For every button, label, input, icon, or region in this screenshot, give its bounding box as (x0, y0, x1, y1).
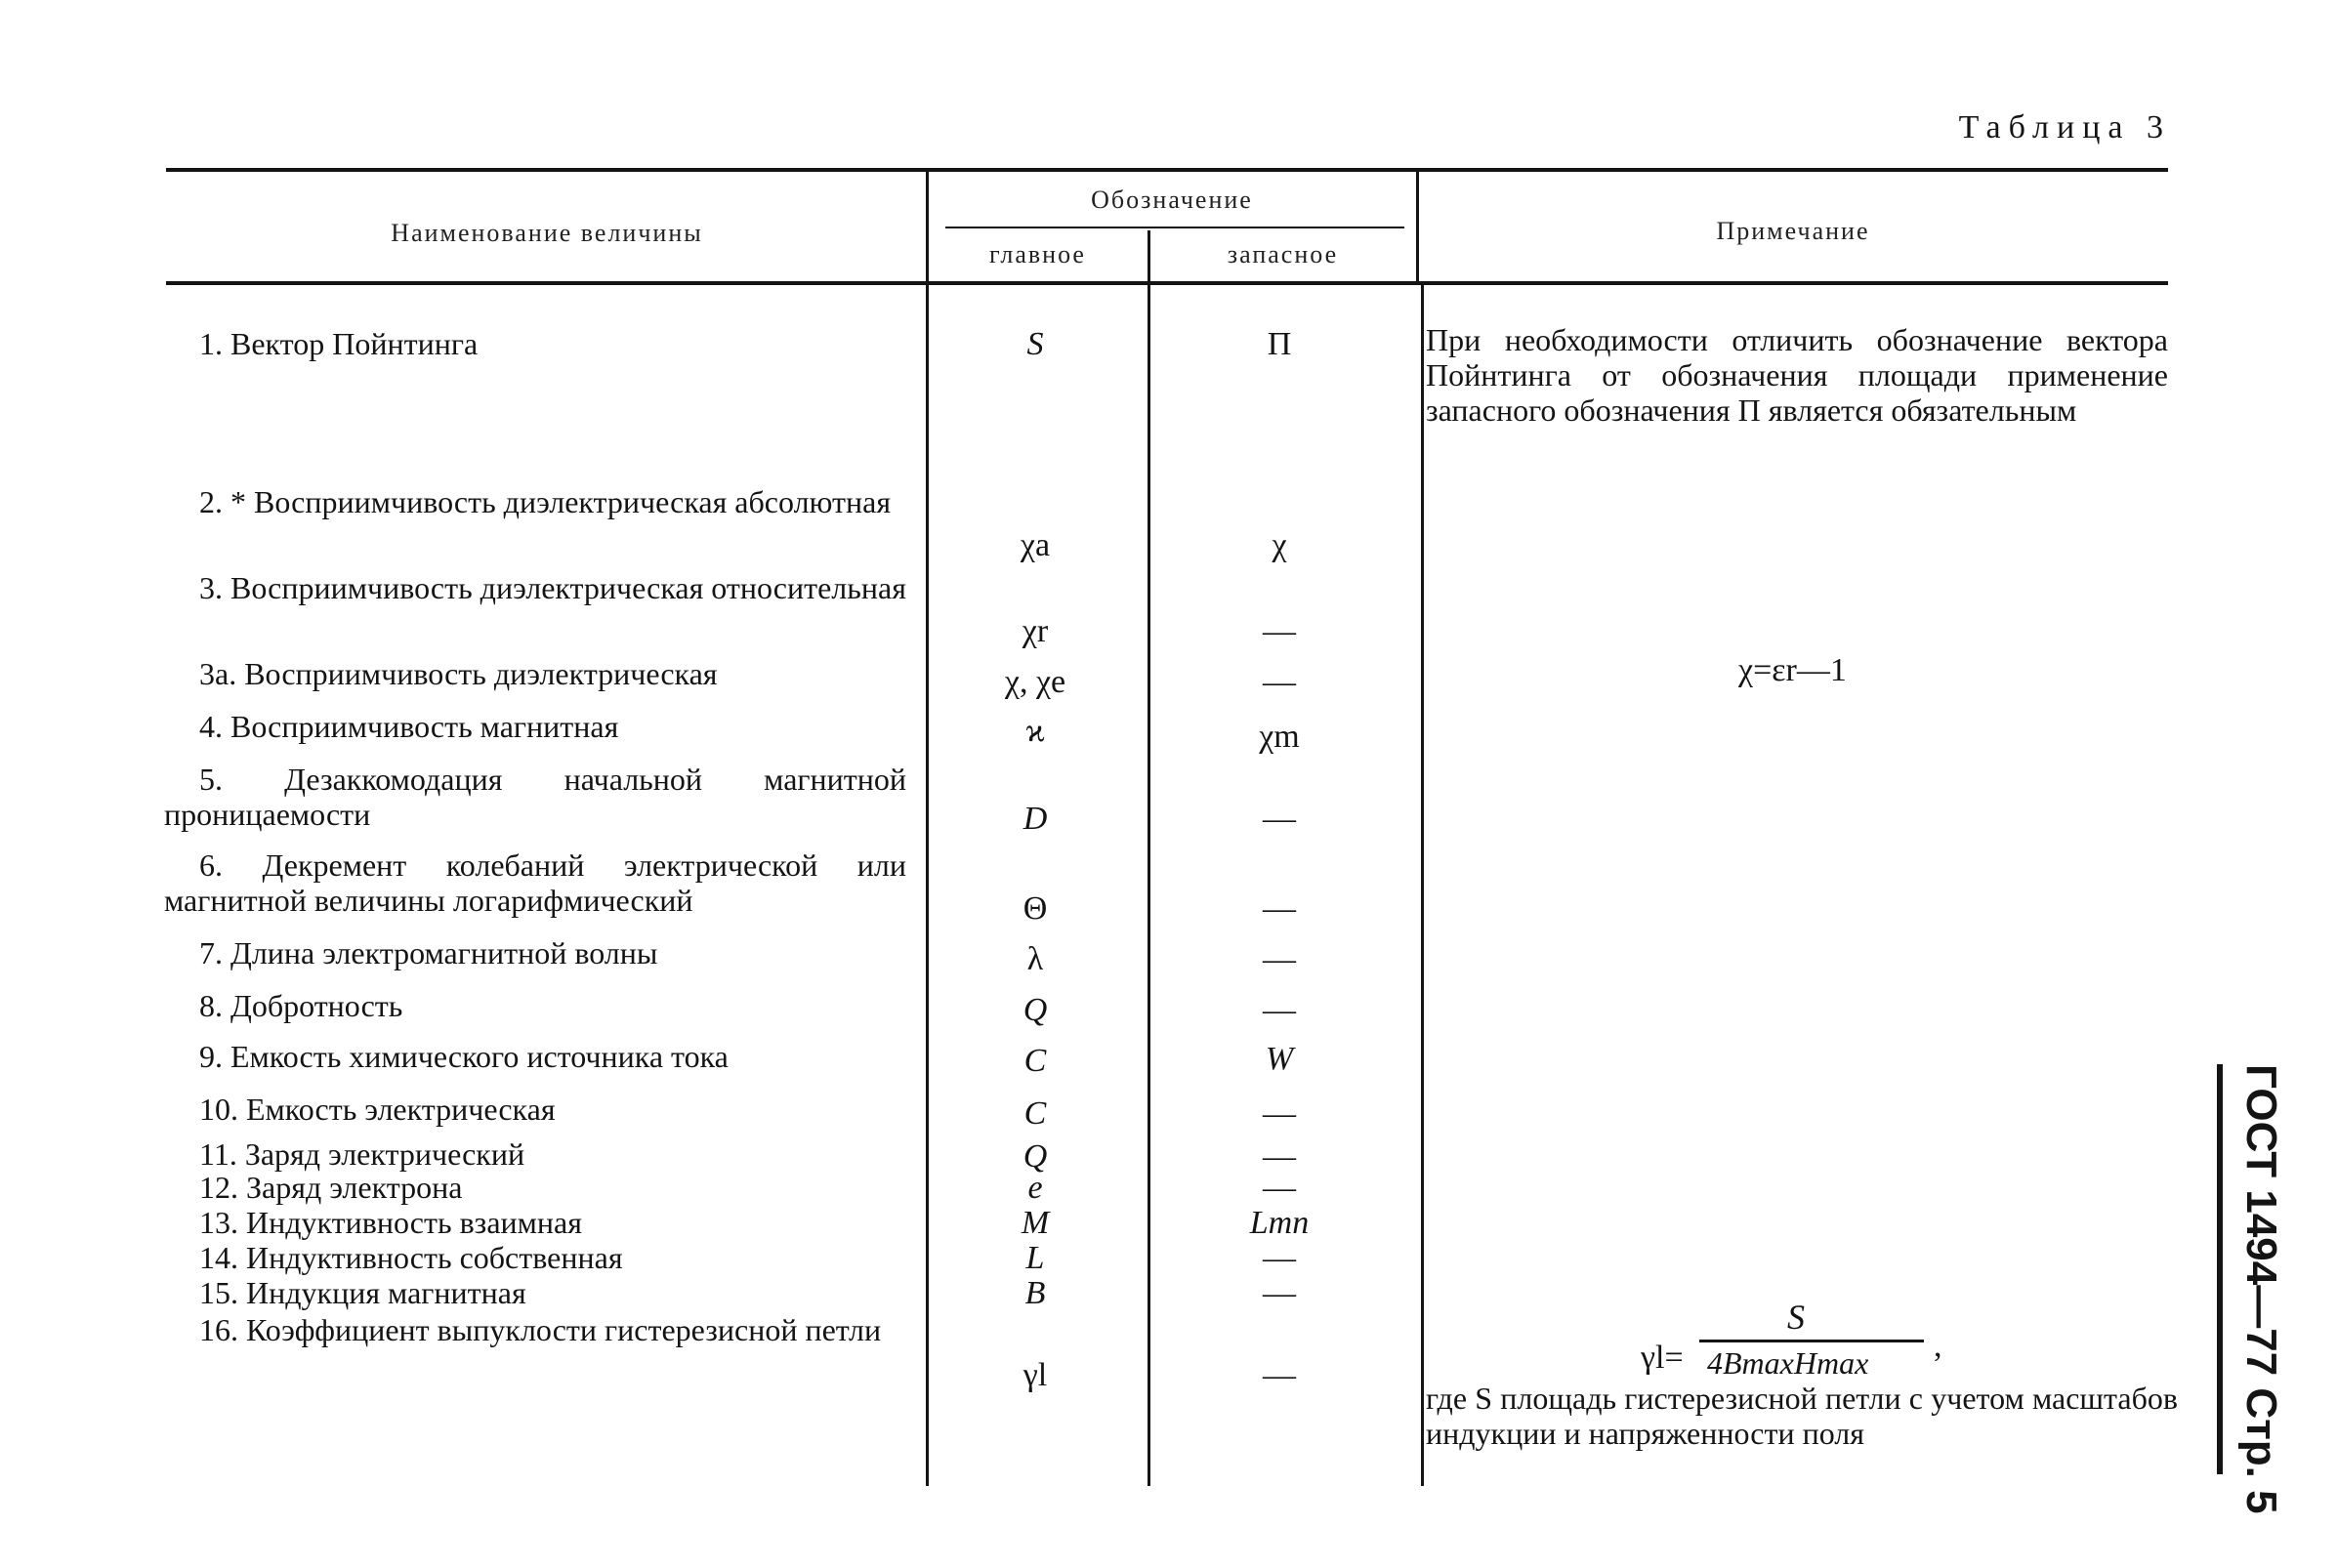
row-name-6: 6. Декремент колебаний электрической или магнитной величины логарифмический (164, 847, 906, 918)
row-reserve-10: — (1263, 1095, 1296, 1132)
row-main-9: C (1023, 1043, 1047, 1079)
row-main-15: B (1024, 1275, 1046, 1311)
note-row-16-lhs: γl= (1641, 1340, 1684, 1376)
row-reserve-15: — (1263, 1275, 1296, 1311)
row-main-14: L (1025, 1240, 1045, 1276)
row-name-14: 14. Индуктивность собственная (199, 1240, 623, 1275)
row-name-5: 5. Дезаккомодация начальной магнитной проницаемости (164, 762, 906, 832)
side-label-bar (2217, 1064, 2223, 1474)
row-reserve-1: П (1267, 326, 1292, 362)
header-main: главное (989, 240, 1086, 268)
row-main-6: Θ (1022, 890, 1048, 927)
header-bottom-rule (166, 281, 2168, 285)
header-reserve: запасное (1227, 240, 1339, 268)
row-name-4: 4. Восприимчивость магнитная (199, 709, 619, 744)
row-reserve-13: Lmn (1249, 1205, 1310, 1241)
row-main-3a: χ, χe (1004, 664, 1066, 700)
note-row-16-comma: , (1934, 1328, 1942, 1364)
row-reserve-4: χm (1259, 719, 1300, 755)
row-main-8: Q (1022, 992, 1048, 1028)
note-row-16-numerator: S (1787, 1298, 1805, 1337)
row-name-3a: 3а. Восприимчивость диэлектрическая (199, 656, 718, 691)
row-name-2: 2. * Восприимчивость диэлектрическая абсолютная (199, 484, 892, 519)
row-name-11: 11. Заряд электрический (199, 1136, 525, 1172)
body-divider-2 (1148, 285, 1150, 1486)
row-main-7: λ (1026, 941, 1044, 977)
row-main-12: e (1027, 1170, 1043, 1206)
row-reserve-12: — (1263, 1170, 1296, 1206)
row-main-11: Q (1022, 1138, 1048, 1175)
row-reserve-5: — (1263, 801, 1296, 837)
row-main-16: γl (1022, 1357, 1048, 1393)
note-row-3a: χ=εr—1 (1738, 652, 1847, 688)
row-reserve-9: W (1265, 1041, 1294, 1077)
row-name-9: 9. Емкость химического источника тока (199, 1039, 729, 1074)
row-main-4: ϰ (1025, 713, 1045, 749)
body-divider-1 (926, 285, 929, 1486)
row-main-10: C (1023, 1095, 1047, 1132)
row-reserve-7: — (1263, 941, 1296, 977)
header-note: Примечание (1716, 217, 1870, 245)
top-rule (166, 168, 2168, 172)
row-name-1: 1. Вектор Пойнтинга (199, 326, 479, 361)
row-name-12: 12. Заряд электрона (199, 1170, 463, 1205)
row-main-5: D (1022, 801, 1048, 837)
row-reserve-6: — (1263, 890, 1296, 927)
table-caption: Таблица 3 (1958, 109, 2171, 145)
body-divider-3 (1421, 285, 1424, 1486)
header-name: Наименование величины (391, 219, 703, 247)
side-label-text: ГОСТ 1494—77 Стр. 5 (2237, 1064, 2285, 1514)
row-reserve-3a: — (1263, 664, 1296, 700)
row-main-1: S (1026, 326, 1044, 362)
row-reserve-16: — (1263, 1357, 1296, 1393)
note-row-16-text: где S площадь гистерезисной петли с учетом масштабов индукции и напряженности поля (1426, 1381, 2178, 1451)
row-name-7: 7. Длина электромагнитной волны (199, 935, 658, 970)
row-name-8: 8. Добротность (199, 988, 403, 1023)
row-reserve-11: — (1263, 1138, 1296, 1175)
header-designation: Обозначение (1091, 186, 1253, 214)
designation-underline (945, 227, 1404, 228)
row-reserve-14: — (1263, 1240, 1296, 1276)
row-main-3: χr (1022, 613, 1049, 649)
side-label-block (2217, 1064, 2285, 1514)
row-reserve-2: χ (1272, 527, 1287, 563)
row-name-13: 13. Индуктивность взаимная (199, 1205, 582, 1240)
note-row-1: При необходимости отличить обозначение вектора Пойнтинга от обозначения площади применение запасного обозначения П является обязательным (1426, 322, 2168, 428)
row-main-13: M (1021, 1205, 1050, 1241)
row-name-3: 3. Восприимчивость диэлектрическая относительная (199, 570, 906, 605)
row-main-2: χa (1020, 527, 1051, 563)
row-reserve-8: — (1263, 992, 1296, 1028)
row-reserve-3: — (1263, 613, 1296, 649)
note-row-16-fraction-bar (1699, 1340, 1924, 1342)
row-name-15: 15. Индукция магнитная (199, 1275, 526, 1310)
row-name-10: 10. Емкость электрическая (199, 1092, 556, 1127)
note-row-16-denominator: 4BmaxHmax (1707, 1345, 1869, 1381)
row-name-16: 16. Коэффициент выпуклости гистерезисной петли (199, 1312, 882, 1347)
